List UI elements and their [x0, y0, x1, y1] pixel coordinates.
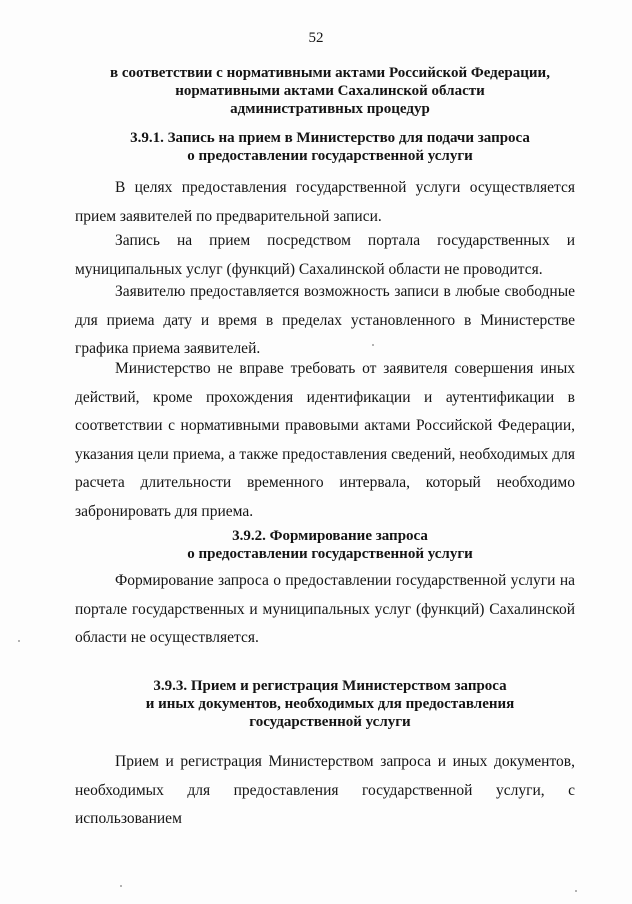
subsection-title-line: 3.9.2. Формирование запроса	[232, 528, 428, 544]
paragraph: Запись на прием посредством портала государственных и муниципальных услуг (функций) Сахалинской области не проводится.	[75, 232, 575, 278]
scan-speck	[18, 640, 20, 642]
subsection-title-3-9-2	[60, 527, 600, 563]
subsection-title-line: 3.9.3. Прием и регистрация Министерством запроса	[153, 678, 507, 694]
subsection-title-line: о предоставлении государственной услуги	[187, 546, 473, 562]
section-heading-line: в соответствии с нормативными актами Российской Федерации,	[110, 65, 550, 81]
subsection-title-line: о предоставлении государственной услуги	[187, 148, 473, 164]
scan-speck	[120, 885, 122, 887]
subsection-title-line: и иных документов, необходимых для предоставления	[145, 696, 515, 712]
scan-speck	[575, 890, 577, 892]
paragraph: Формирование запроса о предоставлении государственной услуги на портале государственных и муниципальных услуг (функций) Сахалинской области не осуществляется.	[75, 572, 575, 646]
paragraph: Министерство не вправе требовать от заявителя совершения иных действий, кроме прохождения идентификации и аутентификации в соответствии с нормативными правовыми актами Российской Федерации, указания цели приема, а также предоставления сведений, необходимых для расчета длительности временного интервала, который необходимо забронировать для приема.	[75, 360, 575, 520]
paragraph: В целях предоставления государственной услуги осуществляется прием заявителей по предварительной записи.	[75, 179, 575, 225]
scan-speck	[372, 344, 374, 346]
section-heading-line: административных процедур	[230, 101, 430, 117]
subsection-title-3-9-1	[60, 129, 600, 165]
subsection-title-line: государственной услуги	[249, 714, 411, 730]
page-number: 52	[308, 30, 324, 46]
subsection-title-line: 3.9.1. Запись на прием в Министерство для подачи запроса	[130, 130, 530, 146]
section-heading	[60, 64, 600, 118]
paragraph: Заявителю предоставляется возможность записи в любые свободные для приема дату и время в пределах установленного в Министерстве графика приема заявителей.	[75, 283, 575, 357]
subsection-title-3-9-3	[60, 677, 600, 731]
section-heading-line: нормативными актами Сахалинской области	[175, 83, 485, 99]
paragraph: Прием и регистрация Министерством запроса и иных документов, необходимых для предоставления государственной услуги, с использованием	[75, 753, 575, 827]
